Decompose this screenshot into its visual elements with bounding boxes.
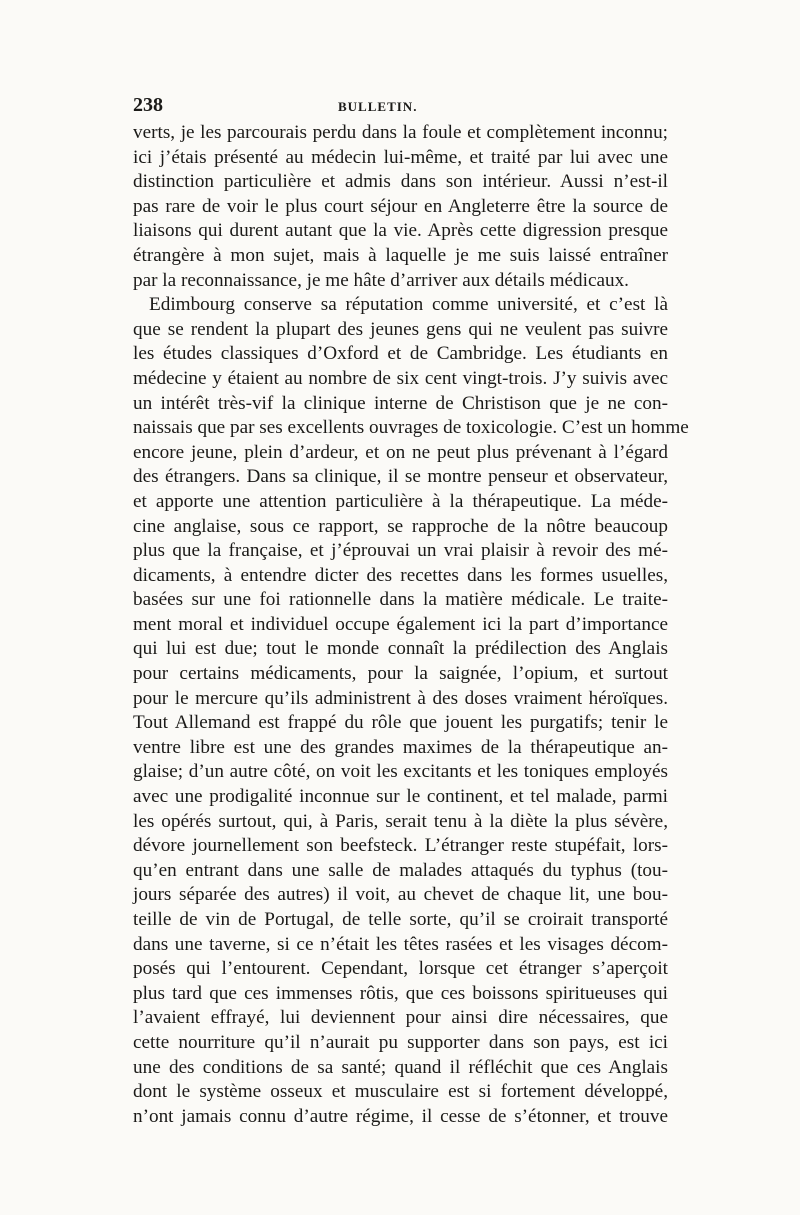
text-line: dicaments, à entendre dicter des recettes dans les formes usuelles, bbox=[133, 564, 668, 586]
text-line: cette nourriture qu’il n’aurait pu supporter dans son pays, est ici bbox=[133, 1031, 668, 1053]
text-line: pour certains médicaments, pour la saignée, l’opium, et surtout bbox=[133, 663, 668, 685]
text-line: Edimbourg conserve sa réputation comme université, et c’est là bbox=[149, 294, 668, 316]
body-text bbox=[133, 121, 689, 1129]
text-line: dans une taverne, si ce n’était les têtes rasées et les visages décom- bbox=[133, 933, 668, 955]
text-line: et apporte une attention particulière à la thérapeutique. La méde- bbox=[133, 490, 668, 512]
text-line: n’ont jamais connu d’autre régime, il cesse de s’étonner, et trouve bbox=[133, 1105, 668, 1127]
page-header bbox=[133, 94, 668, 118]
text-line: glaise; d’un autre côté, on voit les excitants et les toniques employés bbox=[133, 761, 668, 783]
text-line: l’avaient effrayé, lui deviennent pour ainsi dire nécessaires, que bbox=[133, 1007, 668, 1029]
text-line: plus tard que ces immenses rôtis, que ces boissons spiritueuses qui bbox=[133, 982, 668, 1004]
text-line: basées sur une foi rationnelle dans la matière médicale. Le traite- bbox=[133, 589, 668, 611]
text-line: que se rendent la plupart des jeunes gens qui ne veulent pas suivre bbox=[133, 318, 668, 340]
text-line: distinction particulière et admis dans son intérieur. Aussi n’est-il bbox=[133, 171, 668, 193]
text-line: avec une prodigalité inconnue sur le continent, et tel malade, parmi bbox=[133, 786, 668, 808]
text-line: dont le système osseux et musculaire est si fortement développé, bbox=[133, 1081, 668, 1103]
text-line: ici j’étais présenté au médecin lui-même, et traité par lui avec une bbox=[133, 146, 668, 168]
text-line: plus que la française, et j’éprouvai un vrai plaisir à revoir des mé- bbox=[133, 540, 668, 562]
page-number: 238 bbox=[133, 94, 163, 116]
text-line: cine anglaise, sous ce rapport, se rapproche de la nôtre beaucoup bbox=[133, 515, 668, 537]
paragraph bbox=[133, 121, 668, 293]
text-line: médecine y étaient au nombre de six cent vingt-trois. J’y suivis avec bbox=[133, 367, 668, 389]
text-line: teille de vin de Portugal, de telle sorte, qu’il se croirait transporté bbox=[133, 909, 668, 930]
text-line: pour le mercure qu’ils administrent à des doses vraiment héroïques. bbox=[133, 687, 668, 709]
running-head: BULLETIN. bbox=[338, 99, 418, 114]
paragraph bbox=[133, 293, 689, 1129]
text-line: les études classiques d’Oxford et de Cambridge. Les étudiants en bbox=[133, 343, 668, 365]
text-line: qu’en entrant dans une salle de malades attaqués du typhus (tou- bbox=[133, 859, 668, 881]
text-line: par la reconnaissance, je me hâte d’arriver aux détails médicaux. bbox=[133, 269, 629, 291]
text-line: verts, je les parcourais perdu dans la foule et complètement inconnu; bbox=[133, 122, 668, 143]
text-line: pas rare de voir le plus court séjour en Angleterre être la source de bbox=[133, 195, 668, 217]
text-line: des étrangers. Dans sa clinique, il se montre penseur et observateur, bbox=[133, 466, 668, 488]
text-line: liaisons qui durent autant que la vie. Après cette digression presque bbox=[133, 220, 668, 242]
text-line: naissais que par ses excellents ouvrages de toxicologie. C’est un homme bbox=[133, 417, 689, 439]
text-line: dévore journellement son beefsteck. L’étranger reste stupéfait, lors- bbox=[133, 835, 668, 857]
text-line: ment moral et individuel occupe également ici la part d’importance bbox=[133, 613, 668, 635]
text-line: les opérés surtout, qui, à Paris, serait tenu à la diète la plus sévère, bbox=[133, 810, 668, 832]
text-line: jours séparée des autres) il voit, au chevet de chaque lit, une bou- bbox=[133, 884, 668, 906]
text-line: encore jeune, plein d’ardeur, et on ne peut plus prévenant à l’égard bbox=[133, 441, 668, 463]
text-line: une des conditions de sa santé; quand il réfléchit que ces Anglais bbox=[133, 1056, 668, 1078]
text-line: posés qui l’entourent. Cependant, lorsque cet étranger s’aperçoit bbox=[133, 958, 668, 980]
text-line: Tout Allemand est frappé du rôle que jouent les purgatifs; tenir le bbox=[133, 712, 668, 734]
text-line: un intérêt très-vif la clinique interne de Christison que je ne con- bbox=[133, 392, 668, 414]
text-line: qui lui est due; tout le monde connaît la prédilection des Anglais bbox=[133, 638, 668, 660]
text-line: ventre libre est une des grandes maximes de la thérapeutique an- bbox=[133, 736, 668, 758]
text-line: étrangère à mon sujet, mais à laquelle je me suis laissé entraîner bbox=[133, 244, 668, 266]
